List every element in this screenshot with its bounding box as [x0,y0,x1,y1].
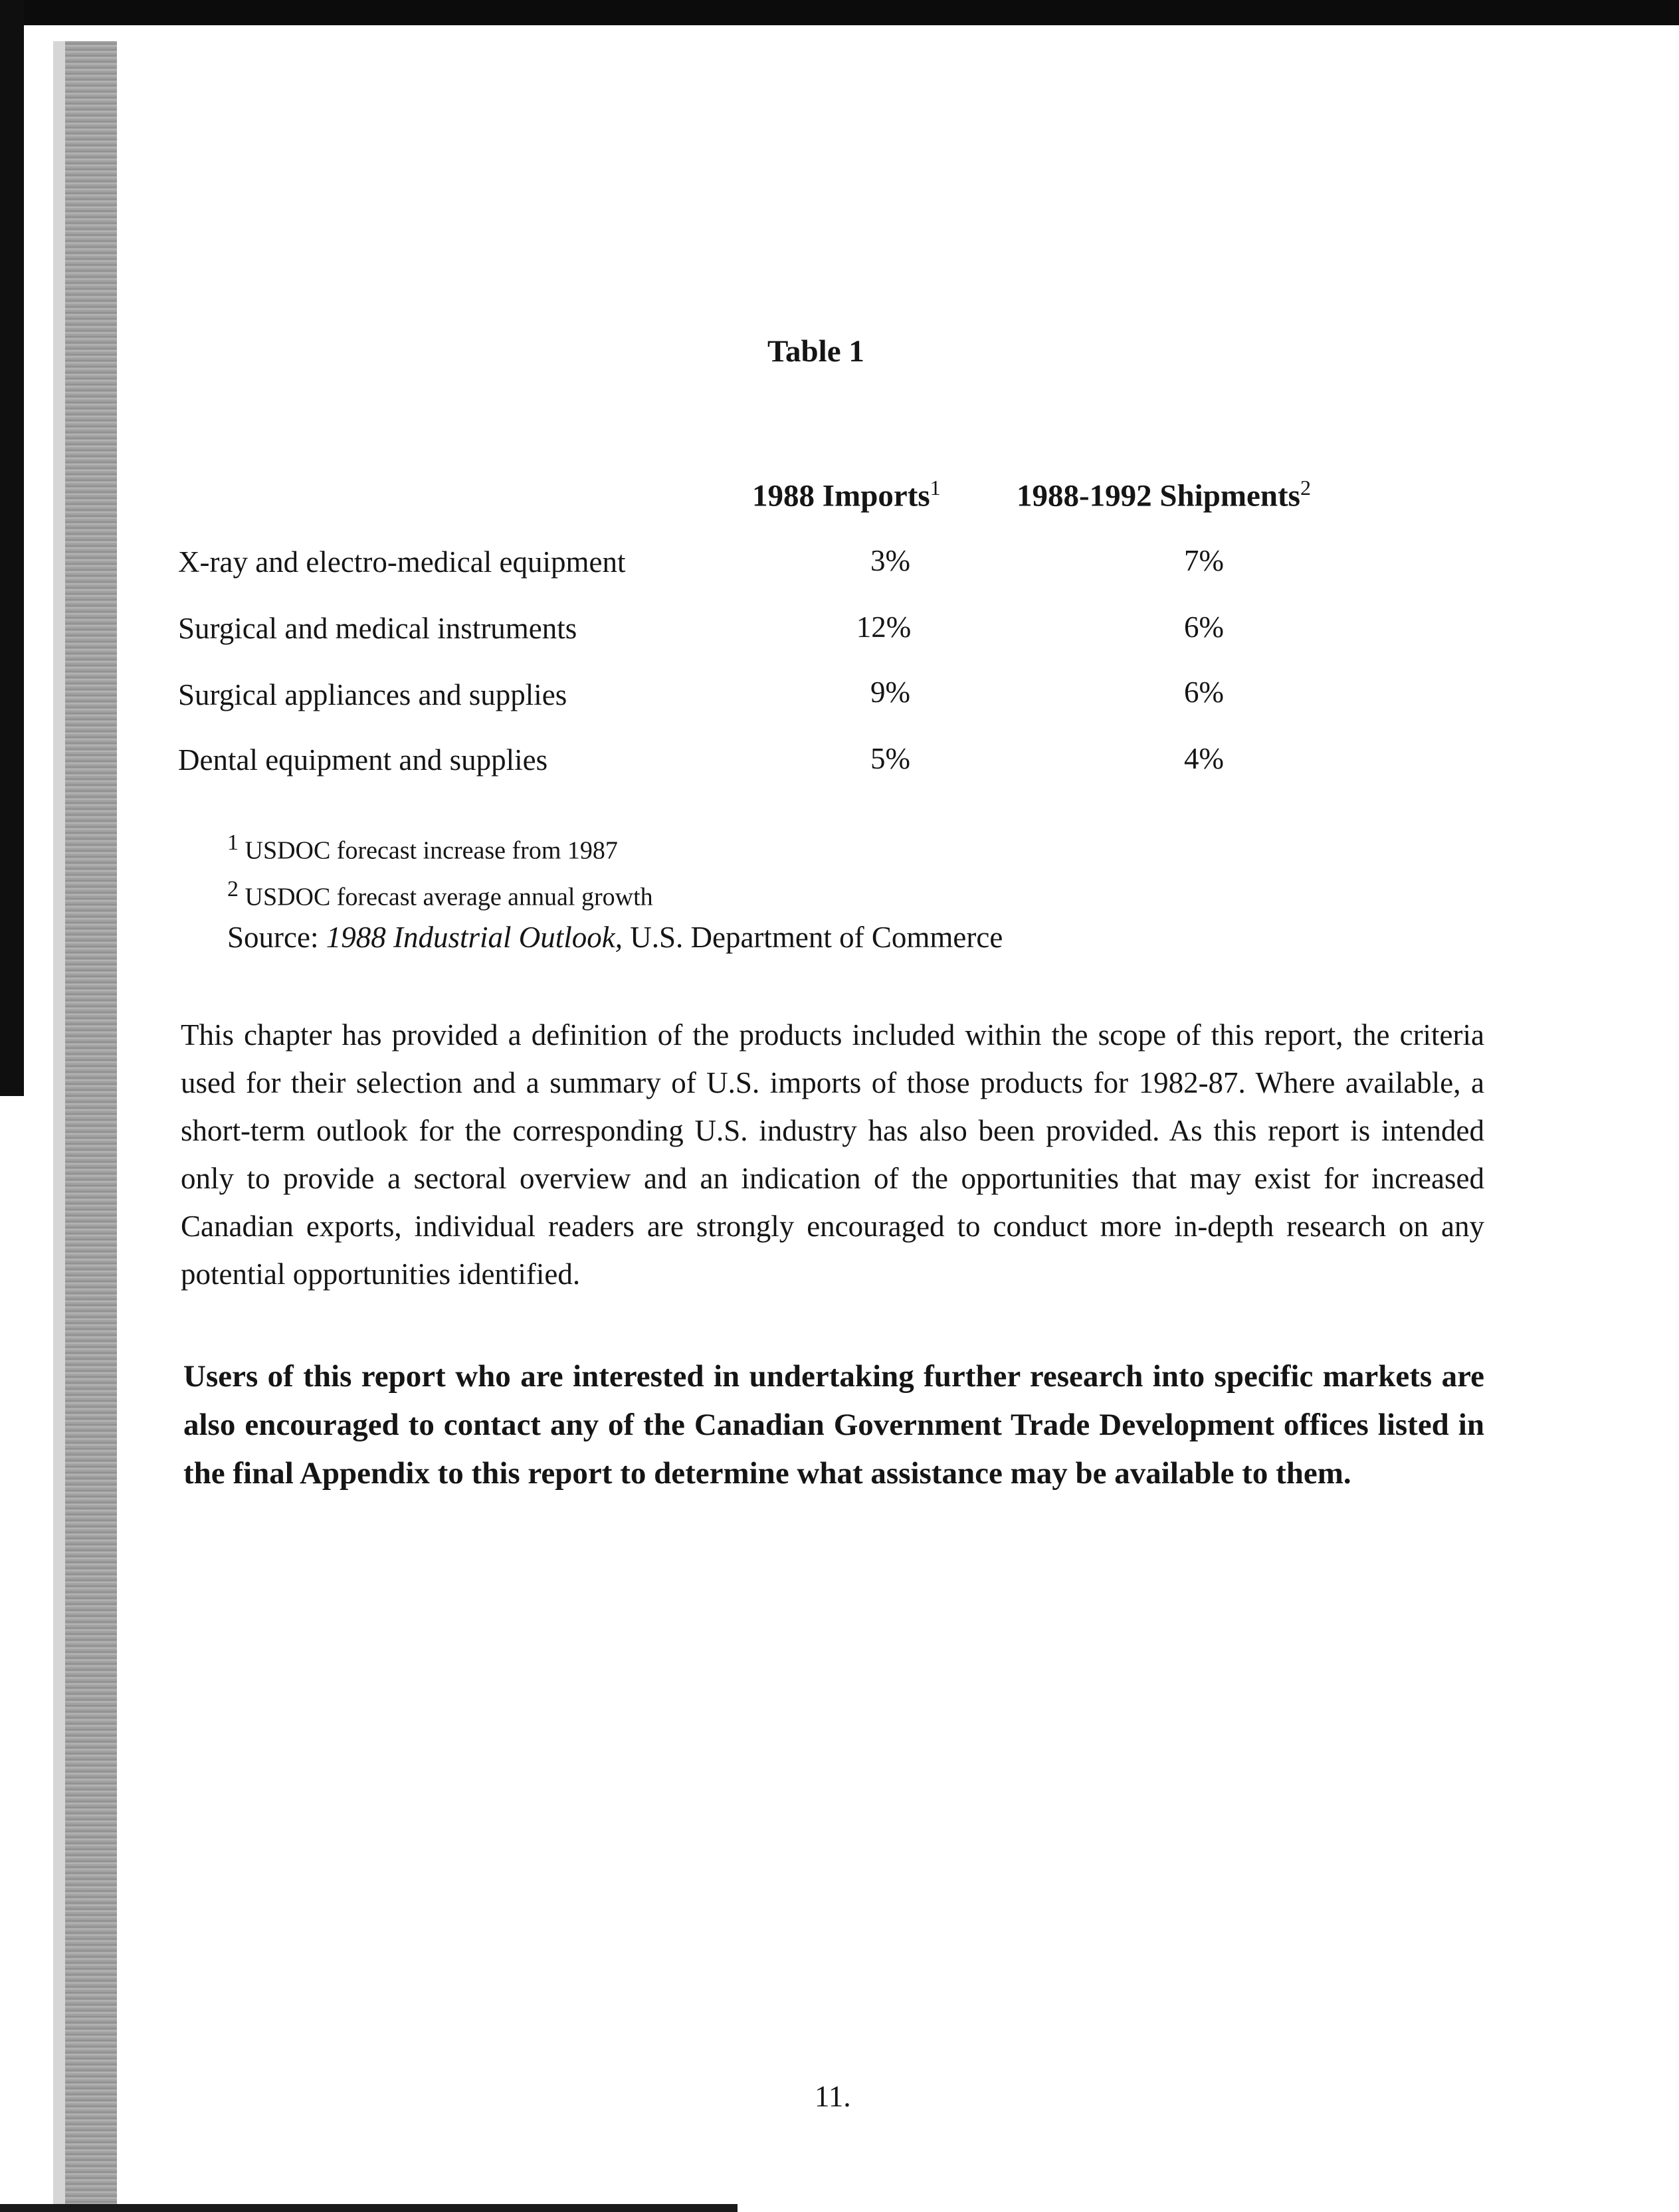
column-header-imports [752,476,941,514]
table-cell-shipments: 7% [1184,544,1224,577]
column-header-shipments-label: 1988-1992 Shipments [1017,478,1300,513]
scan-bottom-edge [0,2204,738,2212]
footnote-2-mark: 2 [227,877,239,901]
table-cell-imports: 3% [870,544,910,577]
body-paragraph: This chapter has provided a definition of the products included within the scope of this report, the criteria used for their selection and a summary of U.S. imports of those products for 1982-87. Where available, a short-term outlook for the corresponding U.S. industry has also been provided. As this report is intended only to provide a sectoral overview and an indication of the opportunities that may exist for increased Canadian exports, individual readers are strongly encouraged to conduct more in-depth research on any potential opportunities identified. [181,1018,1484,1291]
scan-top-edge [0,0,1679,25]
page-binding [65,41,117,2212]
table-row-label: Dental equipment and supplies [178,743,548,777]
source-prefix: Source: [227,921,319,954]
table-cell-shipments: 6% [1184,610,1224,644]
column-header-shipments [1017,476,1311,514]
column-header-shipments-note-mark: 2 [1300,476,1311,500]
footnote-1 [227,830,618,866]
scan-left-edge [0,0,24,1096]
binding-shadow [53,41,65,2212]
footnote-1-mark: 1 [227,830,239,855]
table-cell-shipments: 6% [1184,676,1224,709]
table-row-label: Surgical and medical instruments [178,612,577,645]
bold-paragraph: Users of this report who are interested in undertaking further research into specific markets are also encouraged to contact any of the Canadian Government Trade Development offices listed in the final Appendix to this report to determine what assistance may be available to them. [183,1359,1484,1491]
table-cell-imports: 5% [870,742,910,775]
source-title: 1988 Industrial Outlook, [326,921,623,954]
table-cell-imports: 9% [870,676,910,709]
table-row-label: Surgical appliances and supplies [178,678,567,711]
footnote-1-text: USDOC forecast increase from 1987 [245,836,618,865]
column-header-imports-note-mark: 1 [930,476,941,500]
footnote-2-text: USDOC forecast average annual growth [245,883,653,911]
table-title: Table 1 [767,334,864,369]
page-number: 11. [815,2080,851,2113]
footnote-2 [227,877,653,912]
column-header-imports-label: 1988 Imports [752,478,930,513]
table-cell-imports: 12% [856,610,912,644]
table-row-label: X-ray and electro-medical equipment [178,545,626,579]
source-publisher: U.S. Department of Commerce [630,921,1003,954]
source-line [227,920,1003,955]
table-cell-shipments: 4% [1184,742,1224,775]
